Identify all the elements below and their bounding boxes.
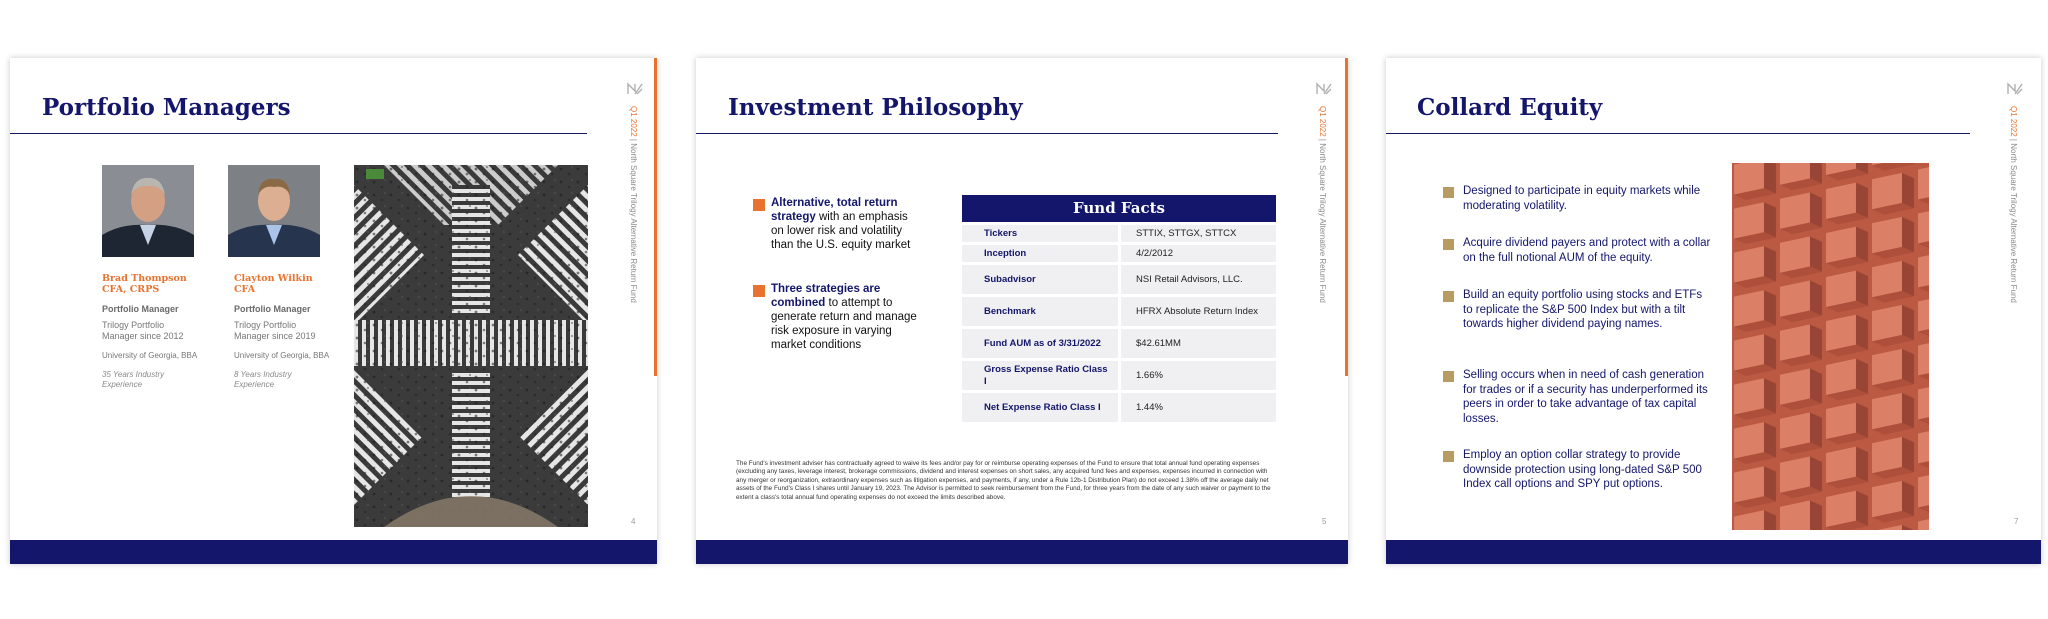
fund-facts-table: [962, 195, 1276, 425]
manager-tenure-line2: Manager since 2019: [234, 331, 316, 342]
manager-name: [102, 273, 212, 296]
fact-value: STTIX, STTGX, STTCX: [1121, 225, 1276, 242]
fact-label: Subadvisor: [962, 265, 1118, 294]
north-square-logo-icon: [2007, 82, 2023, 96]
manager-name-line1: Brad Thompson: [102, 273, 187, 284]
philosophy-bullet: [771, 282, 919, 352]
equity-bullet: Selling occurs when in need of cash generation for trades or if a security has underperformed its peers in order to take advantage of tax capital losses.: [1463, 369, 1708, 426]
equity-bullet: Employ an option collar strategy to provide downside protection using long-dated S&P 500 Index call options and SPY put options.: [1463, 449, 1702, 491]
footer-bar: [10, 540, 657, 564]
philosophy-bullet: [771, 196, 919, 252]
bullet-marker: [1443, 371, 1454, 382]
title-rule: [696, 133, 1278, 134]
expense-disclaimer: The Fund's investment adviser has contractually agreed to waive its fees and/or pay for or reimburse operating expenses of the Fund to ensure that total annual fund operating expenses (excluding any taxes, leverage interest, brokerage commissions, dividend and interest expenses on short sales, any acquired fund fees and expenses, expenses incurred in connection with any merger or reorganization, extraordinary expenses such as litigation expenses, and payments, if any, under a Rule 12b-1 Distribution Plan) do not exceed 1.38% off the average daily net assets of the Fund's Class I shares until January 19, 2023. The Advisor is permitted to seek reimbursement from the Fund, for three years from the date of any such waiver or payment to the extent a class's total annual fund operating expenses do not exceed the limits described above.: [736, 460, 1271, 501]
table-row: [962, 265, 1276, 294]
bullet-emphasis: Alternative, total return strategy: [771, 197, 898, 224]
accent-bar: [654, 58, 657, 376]
manager-experience-line1: 35 Years Industry: [102, 369, 165, 379]
fact-value: 1.44%: [1121, 393, 1276, 422]
bullet-marker: [753, 199, 765, 211]
slide-title: Collard Equity: [1417, 94, 1603, 121]
fact-label: Fund AUM as of 3/31/2022: [962, 329, 1118, 358]
fact-value: NSI Retail Advisors, LLC.: [1121, 265, 1276, 294]
side-caption: Q1 2022 | North Square Trilogy Alternative Return Fund: [2009, 106, 2018, 303]
manager-experience: [102, 370, 212, 390]
fact-value: 1.66%: [1121, 361, 1276, 390]
page-number: 5: [1322, 517, 1327, 526]
side-quarter: Q1 2022: [2009, 106, 2018, 137]
manager-education: University of Georgia, BBA: [234, 350, 330, 360]
table-row: [962, 393, 1276, 422]
title-rule: [10, 133, 587, 134]
manager-tenure: [234, 320, 344, 343]
slide-investment-philosophy[interactable]: [696, 58, 1348, 564]
side-quarter: Q1 2022: [1318, 106, 1327, 137]
table-row: [962, 361, 1276, 390]
accent-bar: [1345, 58, 1348, 376]
side-caption: Q1 2022 | North Square Trilogy Alternative Return Fund: [629, 106, 638, 303]
bullet-text: to attempt to generate return and manage risk exposure in varying market conditions: [771, 297, 917, 352]
fact-label: Inception: [962, 245, 1118, 262]
manager-credentials: CFA, CRPS: [102, 284, 160, 296]
manager-name: [234, 273, 344, 296]
side-fund-name: North Square Trilogy Alternative Return Fund: [1318, 143, 1327, 303]
page-number: 4: [631, 517, 636, 526]
fact-label: Gross Expense Ratio Class I: [962, 361, 1118, 390]
footer-bar: [696, 540, 1348, 564]
manager-education: University of Georgia, BBA: [102, 350, 198, 360]
manager-tenure-line1: Trilogy Portfolio: [102, 320, 165, 331]
page-number: 7: [2014, 517, 2019, 526]
equity-bullet: Build an equity portfolio using stocks and ETFs to replicate the S&P 500 Index but with a tilt towards higher dividend paying names.: [1463, 289, 1703, 331]
manager-clayton-wilkin: [234, 273, 344, 390]
fact-label: Tickers: [962, 225, 1118, 242]
fact-label: Benchmark: [962, 297, 1118, 326]
manager-tenure-line1: Trilogy Portfolio: [234, 320, 297, 331]
table-row: [962, 245, 1276, 262]
manager-experience-line2: Experience: [234, 379, 275, 389]
side-fund-name: North Square Trilogy Alternative Return Fund: [2009, 143, 2018, 303]
bullet-marker: [1443, 187, 1454, 198]
manager-tenure-line2: Manager since 2012: [102, 331, 184, 342]
brad-thompson-photo: [102, 165, 194, 257]
table-row: [962, 297, 1276, 326]
equity-bullet: Acquire dividend payers and protect with a collar on the full notional AUM of the equity.: [1463, 237, 1711, 264]
manager-experience-line2: Experience: [102, 379, 143, 389]
manager-name-line1: Clayton Wilkin: [234, 273, 313, 284]
slide-title: Investment Philosophy: [728, 94, 1023, 121]
manager-role: Portfolio Manager: [102, 303, 179, 314]
manager-tenure: [102, 320, 212, 343]
clayton-wilkin-photo: [228, 165, 320, 257]
manager-credentials: CFA: [234, 284, 256, 296]
bullet-emphasis: Three strategies are combined: [771, 283, 881, 310]
slide-title: Portfolio Managers: [42, 94, 291, 121]
fact-value: $42.61MM: [1121, 329, 1276, 358]
bullet-marker: [1443, 451, 1454, 462]
fact-value: HFRX Absolute Return Index: [1121, 297, 1276, 326]
table-row: [962, 225, 1276, 242]
side-caption: Q1 2022 | North Square Trilogy Alternative Return Fund: [1318, 106, 1327, 303]
bullet-marker: [1443, 291, 1454, 302]
side-fund-name: North Square Trilogy Alternative Return Fund: [629, 143, 638, 303]
slide-collard-equity[interactable]: [1386, 58, 2041, 564]
north-square-logo-icon: [1316, 82, 1332, 96]
bullet-marker: [753, 285, 765, 297]
fund-facts-heading: Fund Facts: [962, 195, 1276, 222]
north-square-logo-icon: [627, 82, 643, 96]
manager-role: Portfolio Manager: [234, 303, 311, 314]
manager-brad-thompson: [102, 273, 212, 390]
manager-experience-line1: 8 Years Industry: [234, 369, 292, 379]
fact-label: Net Expense Ratio Class I: [962, 393, 1118, 422]
equity-bullet: Designed to participate in equity markets while moderating volatility.: [1463, 185, 1701, 212]
table-row: [962, 329, 1276, 358]
bullet-marker: [1443, 239, 1454, 250]
slide-portfolio-managers[interactable]: [10, 58, 657, 564]
manager-experience: [234, 370, 344, 390]
title-rule: [1386, 133, 1970, 134]
side-quarter: Q1 2022: [629, 106, 638, 137]
crosswalk-aerial-image: [354, 165, 588, 527]
footer-bar: [1386, 540, 2041, 564]
red-blocks-image: [1732, 163, 1929, 530]
bullet-text: with an emphasis on lower risk and volatility than the U.S. equity market: [771, 211, 911, 252]
fact-value: 4/2/2012: [1121, 245, 1276, 262]
